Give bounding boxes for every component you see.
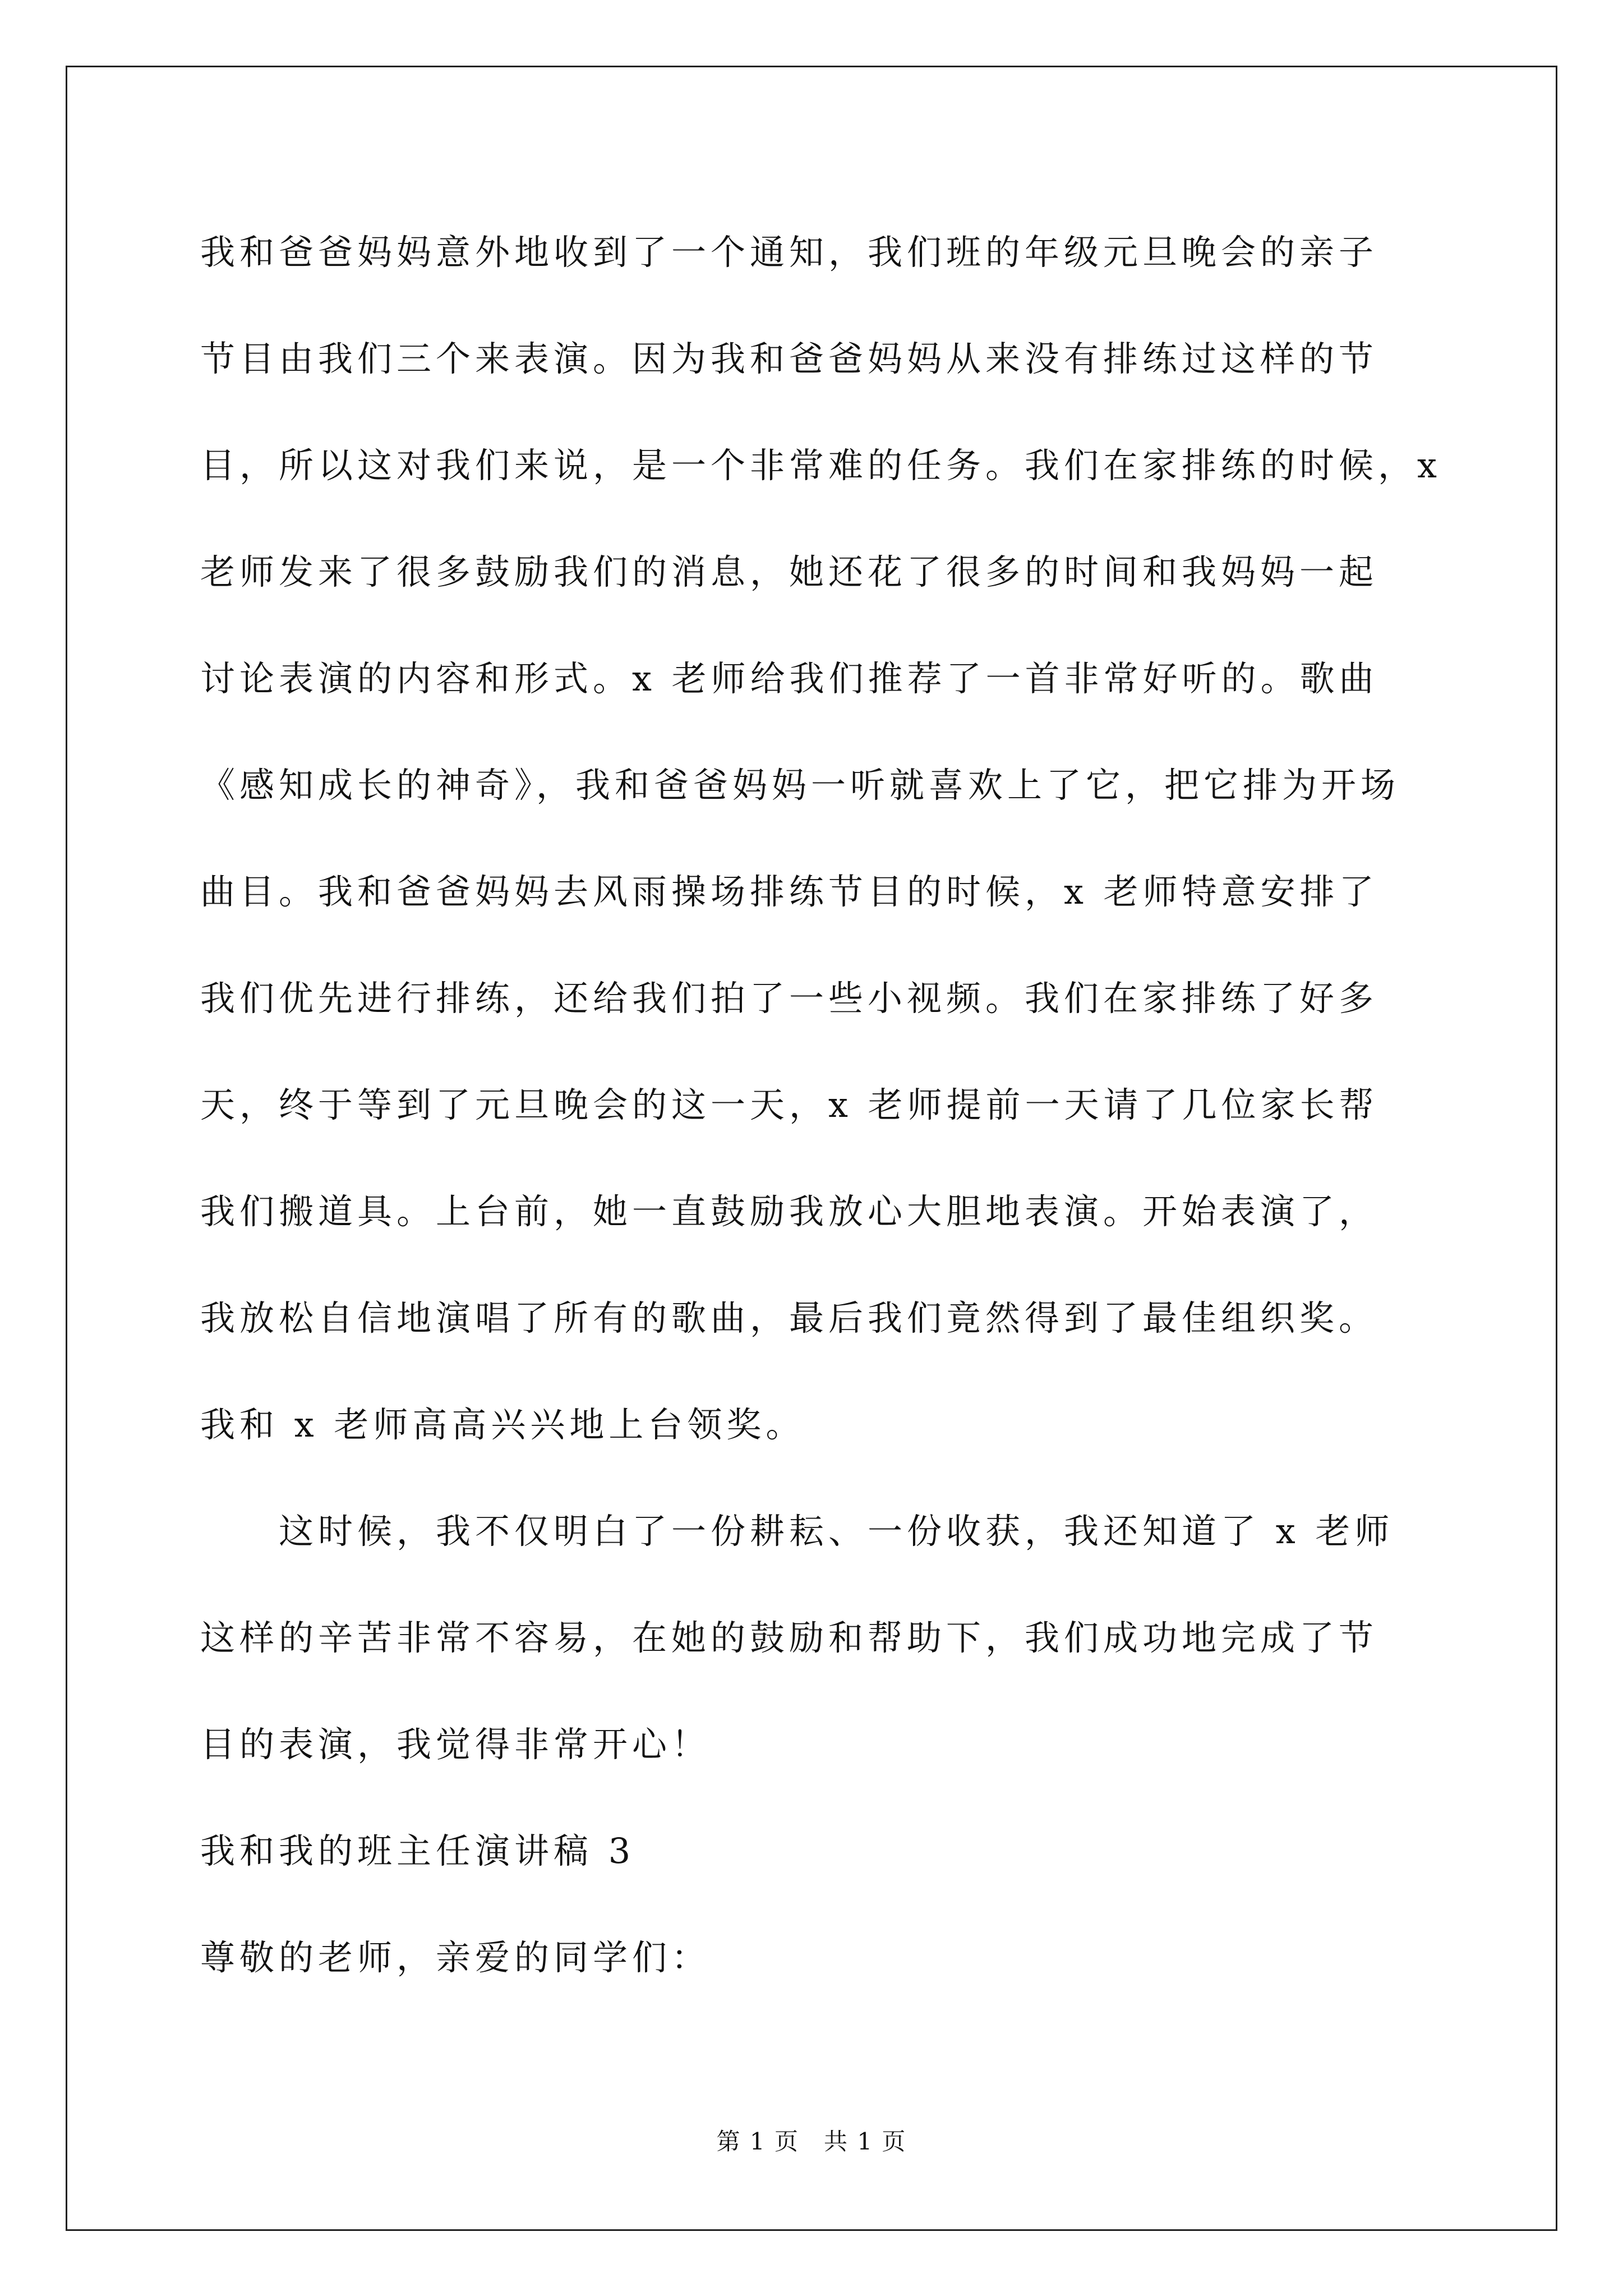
page-border	[66, 66, 1557, 2231]
text-line: 天，终于等到了元旦晚会的这一天，x 老师提前一天请了几位家长帮	[200, 1084, 1378, 1125]
text-line: 我放松自信地演唱了所有的歌曲，最后我们竟然得到了最佳组织奖。	[200, 1297, 1378, 1338]
text-line: 讨论表演的内容和形式。x 老师给我们推荐了一首非常好听的。歌曲	[200, 658, 1378, 699]
text-line: 老师发来了很多鼓励我们的消息，她还花了很多的时间和我妈妈一起	[200, 551, 1378, 592]
text-line: 节目由我们三个来表演。因为我和爸爸妈妈从来没有排练过这样的节	[200, 338, 1378, 379]
text-line: 这样的辛苦非常不容易，在她的鼓励和帮助下，我们成功地完成了节	[200, 1617, 1378, 1658]
text-line: 我们搬道具。上台前，她一直鼓励我放心大胆地表演。开始表演了，	[200, 1191, 1378, 1232]
text-line: 目，所以这对我们来说，是一个非常难的任务。我们在家排练的时候，x	[200, 445, 1441, 486]
text-line: 这时候，我不仅明白了一份耕耘、一份收获，我还知道了 x 老师	[200, 1511, 1394, 1552]
salutation-line: 尊敬的老师，亲爱的同学们：	[200, 1937, 711, 1978]
page-number: 第 1 页 共 1 页	[716, 2128, 907, 2155]
text-line: 我和 x 老师高高兴兴地上台领奖。	[200, 1404, 805, 1445]
text-line: 目的表演，我觉得非常开心！	[200, 1724, 711, 1765]
text-line: 《感知成长的神奇》，我和爸爸妈妈一听就喜欢上了它，把它排为开场	[200, 765, 1400, 806]
text-line: 我和爸爸妈妈意外地收到了一个通知，我们班的年级元旦晚会的亲子	[200, 232, 1378, 273]
text-line: 我们优先进行排练，还给我们拍了一些小视频。我们在家排练了好多	[200, 978, 1378, 1019]
text-line: 曲目。我和爸爸妈妈去风雨操场排练节目的时候，x 老师特意安排了	[200, 871, 1378, 912]
section-heading: 我和我的班主任演讲稿 3	[200, 1830, 635, 1871]
